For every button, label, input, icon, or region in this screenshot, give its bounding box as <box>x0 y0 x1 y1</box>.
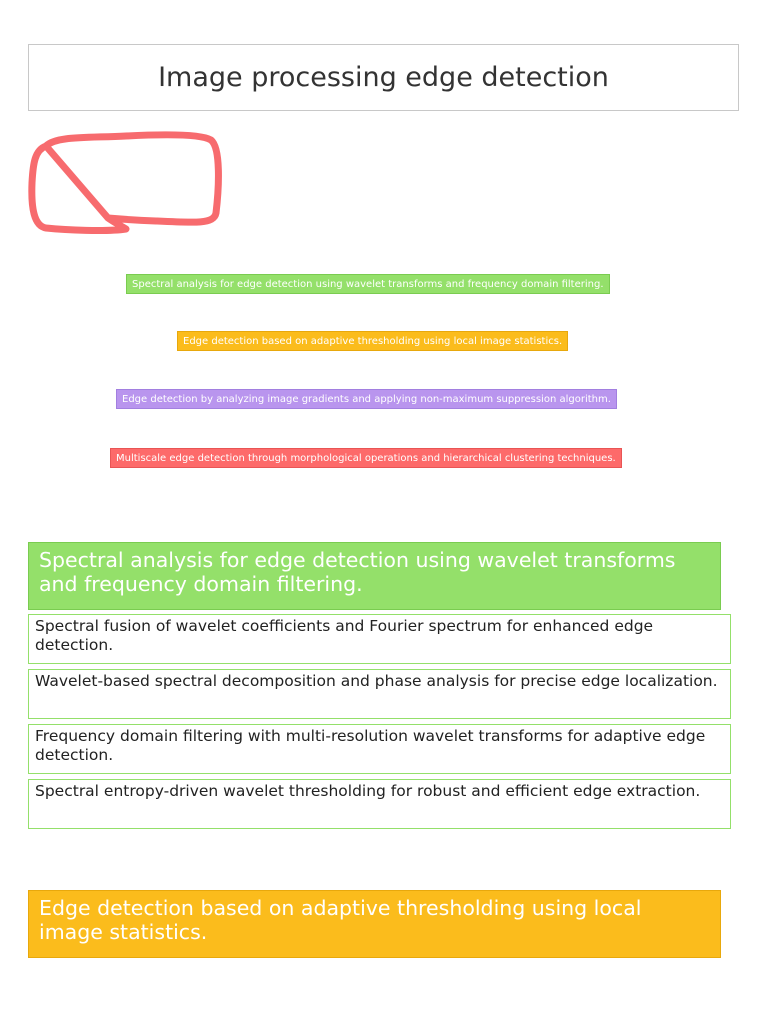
detail-item: Spectral fusion of wavelet coefficients and Fourier spectrum for enhanced edge detection. <box>28 614 731 664</box>
tag-spectral-analysis: Spectral analysis for edge detection using wavelet transforms and frequency domain filtering. <box>126 274 610 294</box>
tag-adaptive-thresholding: Edge detection based on adaptive thresholding using local image statistics. <box>177 331 568 351</box>
detail-item: Frequency domain filtering with multi-resolution wavelet transforms for adaptive edge detection. <box>28 724 731 774</box>
detail-item: Spectral entropy-driven wavelet thresholding for robust and efficient edge extraction. <box>28 779 731 829</box>
red-scribble-drawing <box>26 128 226 238</box>
tag-image-gradients: Edge detection by analyzing image gradients and applying non-maximum suppression algorithm. <box>116 389 617 409</box>
section-header-spectral-analysis: Spectral analysis for edge detection using wavelet transforms and frequency domain filtering. <box>28 542 721 610</box>
tag-multiscale-morphological: Multiscale edge detection through morphological operations and hierarchical clustering techniques. <box>110 448 622 468</box>
page-title: Image processing edge detection <box>28 44 739 111</box>
section-header-adaptive-thresholding: Edge detection based on adaptive thresholding using local image statistics. <box>28 890 721 958</box>
detail-item: Wavelet-based spectral decomposition and phase analysis for precise edge localization. <box>28 669 731 719</box>
